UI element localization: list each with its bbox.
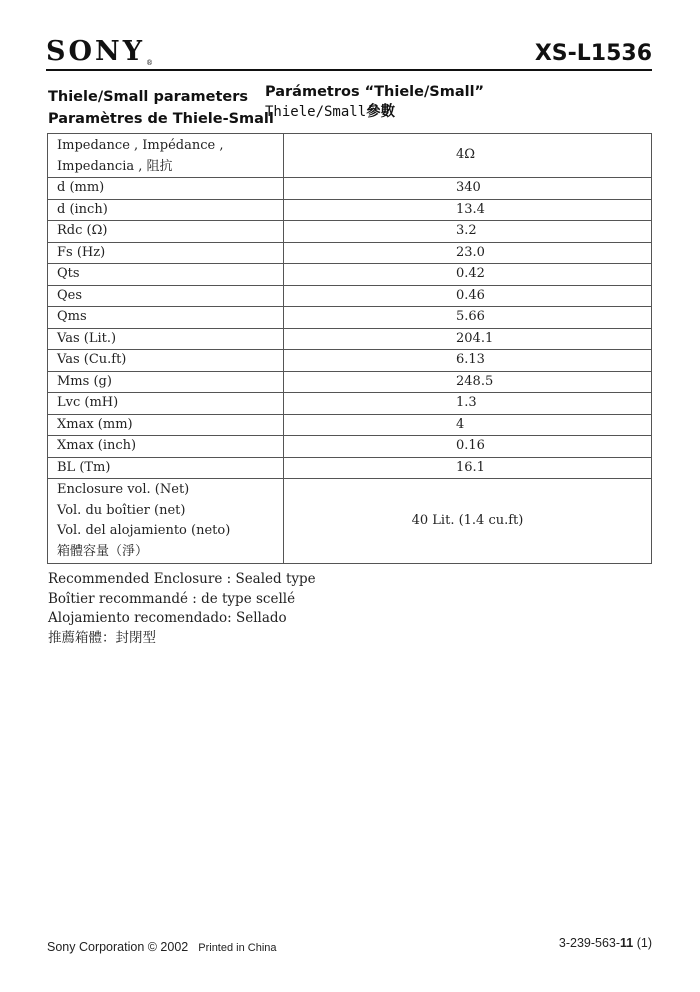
table-row-impedance <box>48 134 652 178</box>
parameter-value: 13.4 <box>284 199 652 221</box>
enclosure-label-line: 箱體容量（淨） <box>57 543 149 559</box>
header-rule <box>46 69 652 71</box>
parameter-value: 6.13 <box>284 350 652 372</box>
heading-right-group <box>265 82 484 122</box>
parameter-value: 0.42 <box>284 264 652 286</box>
enclosure-label <box>48 479 284 564</box>
parameters-table <box>47 133 652 564</box>
parameter-label: Qes <box>48 285 284 307</box>
note-chinese: 推薦箱體：封閉型 <box>48 629 156 646</box>
enclosure-label-line: Vol. del alojamiento (neto) <box>57 523 231 538</box>
table-row <box>48 307 652 329</box>
heading-french: Paramètres de Thiele-Small <box>48 111 274 127</box>
note-spanish: Alojamiento recomendado: Sellado <box>48 610 287 626</box>
parameter-label: d (mm) <box>48 178 284 200</box>
parameter-label: Xmax (mm) <box>48 414 284 436</box>
enclosure-value: 40 Lit. (1.4 cu.ft) <box>284 479 652 564</box>
parameter-value: 0.46 <box>284 285 652 307</box>
table-row <box>48 328 652 350</box>
printed-in-text: Printed in China <box>198 942 277 954</box>
parameter-value: 3.2 <box>284 221 652 243</box>
code-prefix: 3-239-563- <box>558 936 621 950</box>
parameter-label: Qms <box>48 307 284 329</box>
parameter-label: Vas (Cu.ft) <box>48 350 284 372</box>
parameter-label: d (inch) <box>48 199 284 221</box>
parameter-value: 248.5 <box>284 371 652 393</box>
table-row <box>48 350 652 372</box>
table-row <box>48 178 652 200</box>
sony-logo <box>46 36 153 67</box>
enclosure-label-line: Vol. du boîtier (net) <box>57 502 186 518</box>
impedance-label-line2: Impedancia , 阻抗 <box>57 158 173 174</box>
heading-chinese-latin: Thiele/Small <box>265 104 367 120</box>
registered-mark: ® <box>145 59 153 67</box>
brand-name: SONY <box>46 36 145 67</box>
table-row <box>48 436 652 458</box>
parameter-label: BL (Tm) <box>48 457 284 479</box>
parameter-value: 204.1 <box>284 328 652 350</box>
parameter-label: Qts <box>48 264 284 286</box>
code-bold: 11 <box>620 936 634 950</box>
heading-english: Thiele/Small parameters <box>48 89 249 105</box>
table-row <box>48 393 652 415</box>
model-number: XS-L1536 <box>534 41 652 66</box>
heading-chinese <box>265 102 484 122</box>
parameter-value: 5.66 <box>284 307 652 329</box>
table-row <box>48 457 652 479</box>
heading-spanish: Parámetros “Thiele/Small” <box>265 84 485 100</box>
parameter-label: Lvc (mH) <box>48 393 284 415</box>
table-row <box>48 221 652 243</box>
code-suffix: (1) <box>633 936 652 950</box>
table-row <box>48 371 652 393</box>
note-english: Recommended Enclosure : Sealed type <box>48 571 316 587</box>
note-french: Boîtier recommandé : de type scellé <box>48 590 296 607</box>
impedance-value: 4Ω <box>284 134 652 178</box>
copyright-text: Sony Corporation © 2002 <box>47 940 189 954</box>
table-row <box>48 414 652 436</box>
parameter-value: 340 <box>284 178 652 200</box>
table-row <box>48 199 652 221</box>
footer-document-code <box>559 936 652 950</box>
parameter-label: Xmax (inch) <box>48 436 284 458</box>
impedance-label-line1: Impedance , Impédance , <box>57 137 224 153</box>
table-row <box>48 285 652 307</box>
heading-left-group <box>48 86 274 130</box>
table-row <box>48 264 652 286</box>
parameter-value: 16.1 <box>284 457 652 479</box>
parameter-label: Fs (Hz) <box>48 242 284 264</box>
parameter-label: Vas (Lit.) <box>48 328 284 350</box>
impedance-label <box>48 134 284 178</box>
enclosure-notes <box>48 570 316 648</box>
parameter-value: 4 <box>284 414 652 436</box>
table-row-enclosure <box>48 479 652 564</box>
table-row <box>48 242 652 264</box>
parameter-label: Mms (g) <box>48 371 284 393</box>
heading-chinese-cjk: 參數 <box>366 104 396 120</box>
parameter-value: 0.16 <box>284 436 652 458</box>
footer-copyright <box>47 940 277 954</box>
enclosure-label-line: Enclosure vol. (Net) <box>57 482 190 497</box>
parameter-value: 1.3 <box>284 393 652 415</box>
parameter-value: 23.0 <box>284 242 652 264</box>
parameter-label: Rdc (Ω) <box>48 221 284 243</box>
